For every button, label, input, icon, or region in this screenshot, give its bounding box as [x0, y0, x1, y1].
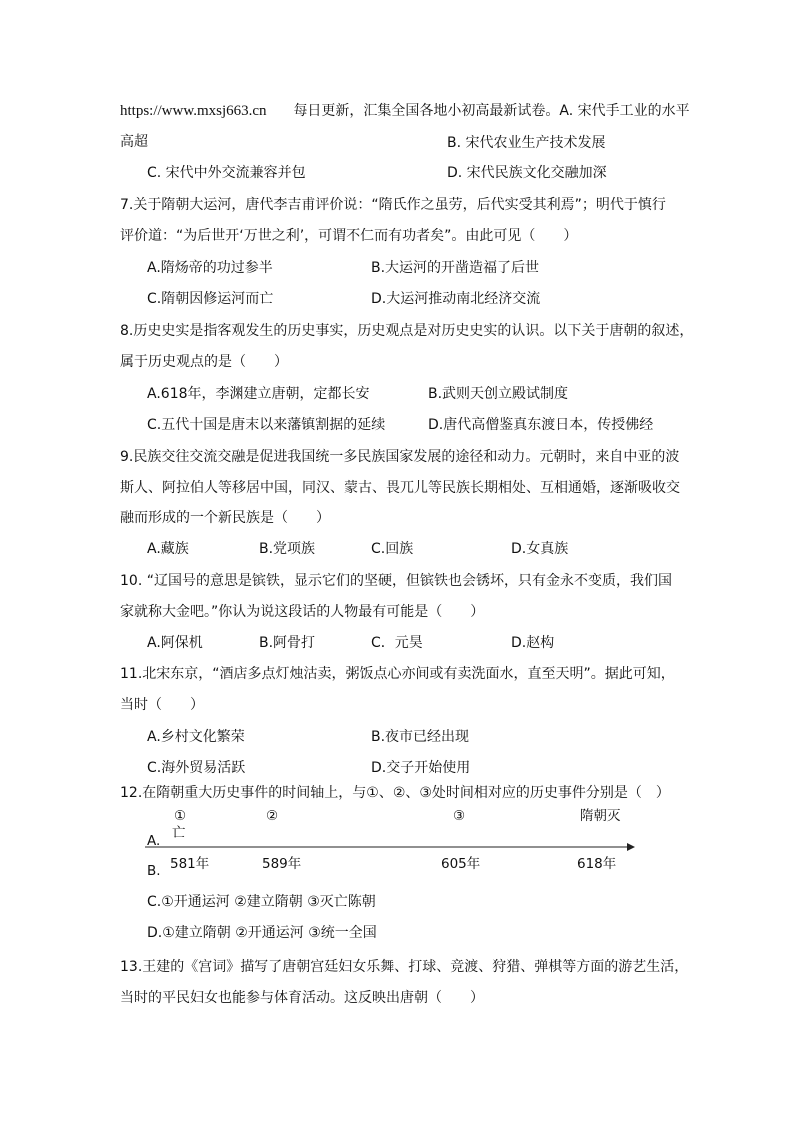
q7-stem-line2: 评价道：“为后世开‘万世之利’，可谓不仁而有功者矣”。由此可见（ ）	[120, 228, 578, 244]
timeline-marker-2: ②	[266, 808, 279, 824]
header-continued: 高超	[120, 134, 148, 150]
timeline-year-2: 589年	[262, 856, 302, 872]
site-url[interactable]: https://www.mxsj663.cn	[120, 103, 267, 119]
q13-stem-line1: 13.王建的《宫词》描写了唐朝宫廷妇女乐舞、打球、竞渡、狩猎、弹棋等方面的游艺生活，	[120, 959, 689, 975]
timeline-marker-extra: 亡	[172, 825, 186, 841]
timeline-year-4: 618年	[577, 856, 617, 872]
header-line	[120, 101, 690, 121]
q8-option-a[interactable]: A.618年，李渊建立唐朝，定都长安	[147, 386, 370, 402]
q11-option-d[interactable]: D.交子开始使用	[371, 760, 471, 776]
q7-stem-line1: 7.关于隋朝大运河，唐代李吉甫评价说：“隋氏作之虽劳，后代实受其利焉”；明代于慎行	[120, 197, 666, 213]
q7-option-d[interactable]: D.大运河推动南北经济交流	[371, 291, 541, 307]
q9-stem-line2: 斯人、阿拉伯人等移居中国，同汉、蒙古、畏兀儿等民族长期相处、互相通婚，逐渐吸收交	[120, 480, 680, 496]
q9-option-c[interactable]: C.回族	[371, 541, 414, 557]
q8-option-d[interactable]: D.唐代高僧鉴真东渡日本，传授佛经	[428, 417, 654, 433]
q8-stem-line1: 8.历史史实是指客观发生的历史事实，历史观点是对历史史实的认识。以下关于唐朝的叙述，	[120, 323, 694, 339]
q10-option-a[interactable]: A.阿保机	[147, 635, 203, 651]
q7-option-a[interactable]: A.隋炀帝的功过参半	[147, 260, 273, 276]
q9-option-a[interactable]: A.藏族	[147, 541, 189, 557]
timeline-marker-end: 隋朝灭	[580, 808, 621, 824]
timeline-year-1: 581年	[170, 856, 210, 872]
q11-stem-line1: 11.北宋东京，“酒店多点灯烛沽卖，粥饭点心亦间或有卖洗面水，直至天明”。据此可知，	[120, 666, 675, 682]
q11-option-b[interactable]: B.夜市已经出现	[371, 729, 470, 745]
timeline-year-3: 605年	[441, 856, 481, 872]
q7-option-b[interactable]: B.大运河的开凿造福了后世	[371, 260, 540, 276]
q11-option-a[interactable]: A.乡村文化繁荣	[147, 729, 245, 745]
timeline-marker-3: ③	[453, 808, 466, 824]
q9-option-d[interactable]: D.女真族	[511, 541, 569, 557]
q10-option-d[interactable]: D.赵构	[511, 635, 555, 651]
q12-option-d[interactable]: D.①建立隋朝 ②开通运河 ③统一全国	[147, 925, 377, 941]
q12-option-a-partial[interactable]: A.	[147, 833, 161, 849]
q9-option-b[interactable]: B.党项族	[259, 541, 316, 557]
q10-option-b[interactable]: B.阿骨打	[259, 635, 316, 651]
q11-stem-line2: 当时（ ）	[120, 697, 204, 713]
timeline-axis	[145, 838, 635, 856]
q6-option-c[interactable]: C. 宋代中外交流兼容并包	[147, 165, 306, 181]
q10-stem-line1: 10. “辽国号的意思是镔铁，显示它们的坚硬，但镔铁也会锈坏，只有金永不变质，我们国	[120, 573, 672, 589]
q12-stem-line1: 12.在隋朝重大历史事件的时间轴上，与①、②、③处时间相对应的历史事件分别是（ ）	[120, 785, 670, 801]
timeline-marker-1: ①	[174, 808, 187, 824]
header-tagline: 每日更新，汇集全国各地小初高最新试卷。A. 宋代手工业的水平	[293, 103, 690, 119]
q9-stem-line1: 9.民族交往交流交融是促进我国统一多民族国家发展的途径和动力。元朝时，来自中亚的波	[120, 449, 680, 465]
q10-stem-line2: 家就称大金吧。”你认为说这段话的人物最有可能是（ ）	[120, 604, 485, 620]
q9-stem-line3: 融而形成的一个新民族是（ ）	[120, 510, 330, 526]
q12-option-c[interactable]: C.①开通运河 ②建立隋朝 ③灭亡陈朝	[147, 894, 376, 910]
q8-stem-line2: 属于历史观点的是（ ）	[120, 354, 288, 370]
timeline-arrow-icon	[627, 843, 635, 851]
q6-option-b[interactable]: B. 宋代农业生产技术发展	[447, 135, 606, 151]
q11-option-c[interactable]: C.海外贸易活跃	[147, 760, 246, 776]
q7-option-c[interactable]: C.隋朝因修运河而亡	[147, 291, 274, 307]
q6-option-d[interactable]: D. 宋代民族文化交融加深	[447, 165, 607, 181]
q12-option-b-partial[interactable]: B.	[147, 863, 161, 879]
q10-option-c[interactable]: C．元昊	[371, 635, 423, 651]
q8-option-c[interactable]: C.五代十国是唐末以来藩镇割据的延续	[147, 417, 386, 433]
q8-option-b[interactable]: B.武则天创立殿试制度	[428, 386, 569, 402]
q13-stem-line2: 当时的平民妇女也能参与体育活动。这反映出唐朝（ ）	[120, 990, 484, 1006]
